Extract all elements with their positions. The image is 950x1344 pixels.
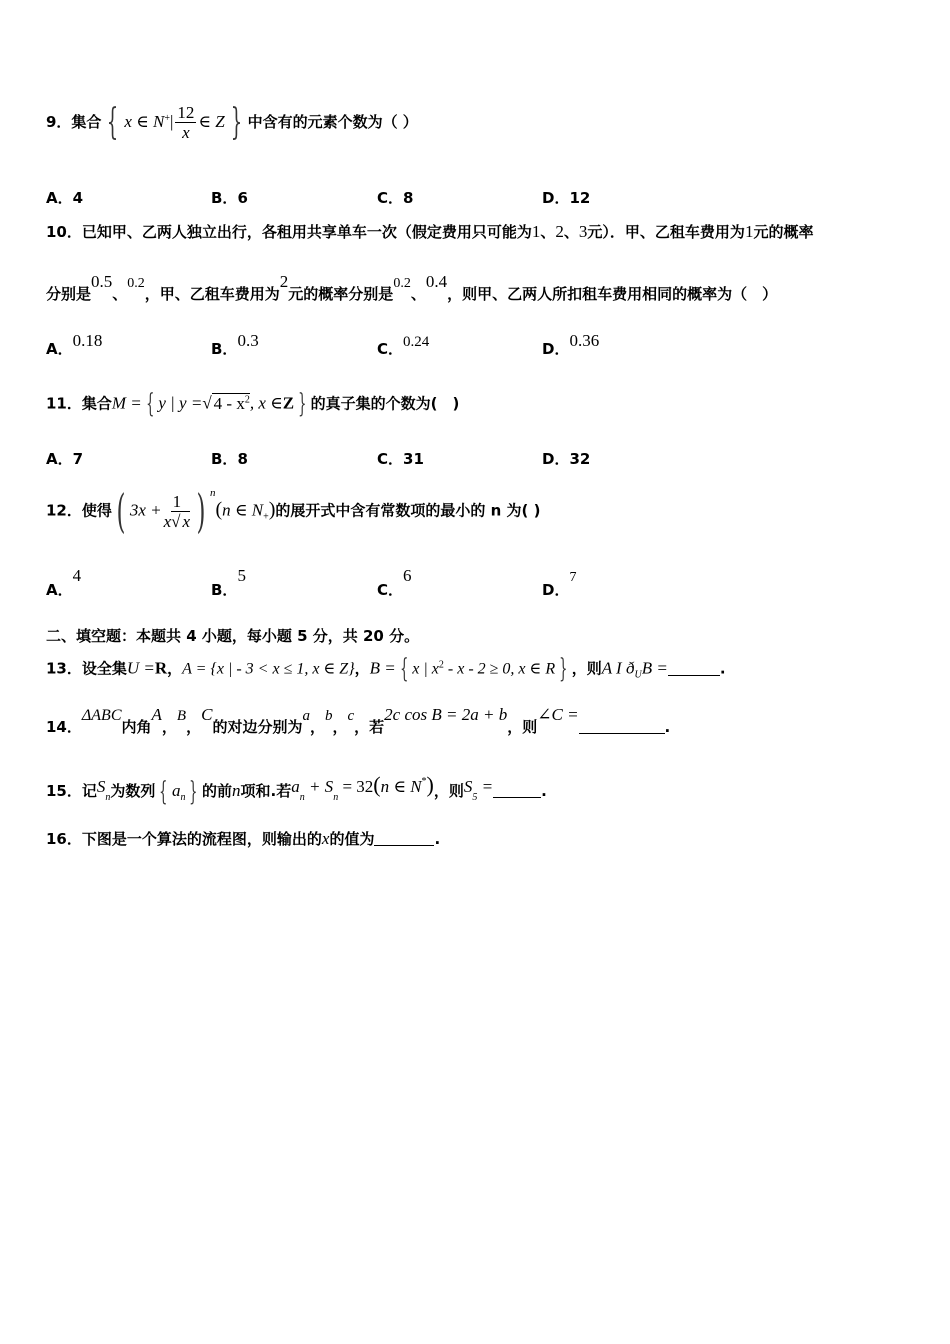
left-brace: { <box>107 102 119 143</box>
left-brace: { <box>145 389 155 419</box>
q9-in-z: ∈ Z <box>198 112 225 131</box>
right-paren: ) <box>196 484 206 538</box>
right-brace: } <box>298 389 307 419</box>
q9-option-a: A．4 <box>46 189 84 207</box>
section-2-title: 二、填空题：本题共 4 小题，每小题 5 分，共 20 分。 <box>46 627 420 645</box>
question-13: 13．设全集U =R，A = {x | - 3 < x ≤ 1, x ∈ Z}，B = { x | $x^2 - x - 2 \ge 0$, x ∈ R } ，则A I $ð_UB$ = . <box>46 654 726 684</box>
q11-option-a: A．7 <box>46 450 84 468</box>
question-15: 15．记$S_n$为数列 { $a_n$ } 的前n项和.若$a_n + S_n = 32(n$ ∈ N*)，则$S_5$ = . <box>46 772 547 807</box>
question-14: 14．ΔABC内角A，B，C的对边分别为a，b，c，若2c cos B = 2a + b，则∠C =. <box>46 705 671 736</box>
q9-number: 9．集合 <box>46 113 102 131</box>
q16-answer-blank[interactable] <box>374 831 434 846</box>
q9-option-b: B．6 <box>211 189 248 207</box>
q12-option-d: D．7 <box>542 570 577 599</box>
question-10-line-2: 分别是0.5、0.2，甲、乙租车费用为2元的概率分别是0.2、0.4，则甲、乙两人所扣租车费用相同的概率为（ ） <box>46 272 778 303</box>
q14-answer-blank[interactable] <box>579 719 665 734</box>
q9-frac-den: x <box>182 123 190 142</box>
q12-option-c: C．6 <box>377 566 412 599</box>
question-10-line-1: 10．已知甲、乙两人独立出行，各租用共享单车一次（假定费用只可能为1、2、3元）．甲、乙租车费用为1元的概率 <box>46 222 814 241</box>
q12-option-a: A．4 <box>46 566 82 599</box>
q9-frac-num: 12 <box>177 103 195 122</box>
q9-sup-plus: + <box>164 113 170 124</box>
right-brace: } <box>230 102 242 143</box>
q11-radicand: $4 - x^2$ <box>213 393 250 413</box>
q9-fraction <box>175 103 196 142</box>
question-16: 16．下图是一个算法的流程图，则输出的x的值为 . <box>46 829 441 848</box>
q9-text: 中含有的元素个数为（ ） <box>247 113 418 131</box>
question-11: 11．集合M = { y | y =√ $4 - x^2$, x ∈Z } 的真子集的个数为( ) <box>46 389 460 419</box>
q12-option-b: B．5 <box>211 566 246 599</box>
q11-option-c: C．31 <box>377 450 424 468</box>
question-9 <box>46 102 418 143</box>
q11-option-d: D．32 <box>542 450 591 468</box>
q9-option-d: D．12 <box>542 189 591 207</box>
q9-bar: | <box>169 112 174 131</box>
q10-option-b: B．0.3 <box>211 331 259 358</box>
q15-answer-blank[interactable] <box>493 783 541 798</box>
q12-fraction: $\frac{1}{x√ x}$ <box>163 491 191 531</box>
q11-option-b: B．8 <box>211 450 248 468</box>
q10-option-d: D．0.36 <box>542 331 600 358</box>
q13-answer-blank[interactable] <box>668 661 720 676</box>
q10-option-c: C．0.24 <box>377 334 430 358</box>
left-paren: ( <box>116 484 126 538</box>
q9-option-c: C．8 <box>377 189 414 207</box>
question-12: 12．使得( 3x + $\frac{1}{x√ x}$ ) $^n$(n ∈ $N_+$)的展开式中含有常数项的最小的 n 为( ) <box>46 484 541 538</box>
q9-set-lhs: x ∈ N <box>124 112 165 131</box>
q10-option-a: A．0.18 <box>46 331 103 358</box>
